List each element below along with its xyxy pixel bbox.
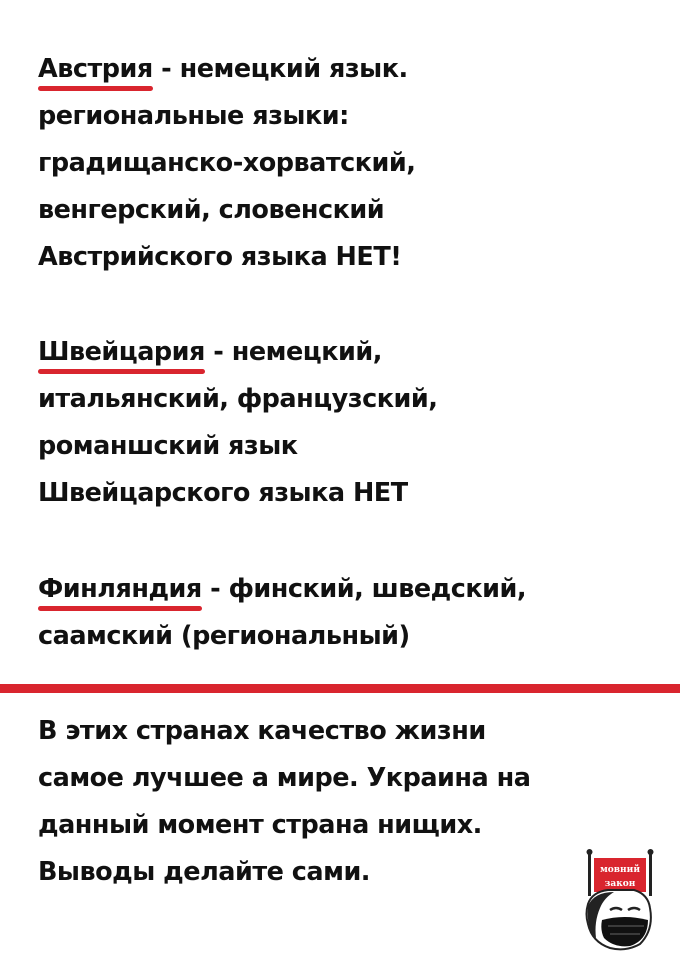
conclusion-line: самое лучшее а мире. Украина на: [38, 763, 531, 793]
country-name-switzerland: Швейцария: [38, 329, 205, 376]
section-austria: [38, 46, 648, 281]
section-finland: [38, 566, 648, 660]
logo-label-top: мовний: [599, 865, 641, 875]
text-line: региональные языки:: [38, 101, 349, 131]
text-line: Швейцарского языка НЕТ: [38, 478, 408, 508]
text-line: итальянский, французский,: [38, 384, 438, 414]
country-underline: [38, 86, 153, 91]
text-line: романшский язык: [38, 431, 298, 461]
country-name-austria: Австрия: [38, 46, 153, 93]
masked-face-logo-icon: [574, 848, 662, 952]
section-austria-heading: Австрия - немецкий язык.: [38, 46, 648, 93]
text-line: венгерский, словенский: [38, 195, 385, 225]
conclusion-line: Выводы делайте сами.: [38, 857, 370, 887]
text-line: саамский (региональный): [38, 621, 410, 651]
country-underline: [38, 606, 202, 611]
country-underline: [38, 369, 205, 374]
section-finland-heading: Финляндия - финский, шведский,: [38, 566, 648, 613]
text-line: Австрийского языка НЕТ!: [38, 242, 402, 272]
logo-graphic: [574, 848, 662, 952]
red-divider: [0, 684, 680, 693]
text-line: градищанско-хорватский,: [38, 148, 416, 178]
section-switzerland: [38, 329, 648, 517]
conclusion-line: данный момент страна нищих.: [38, 810, 482, 840]
conclusion-line: В этих странах качество жизни: [38, 716, 486, 746]
logo-label-bottom: закон: [604, 879, 636, 889]
country-name-finland: Финляндия: [38, 566, 202, 613]
conclusion: [38, 708, 648, 896]
section-switzerland-heading: Швейцария - немецкий,: [38, 329, 648, 376]
